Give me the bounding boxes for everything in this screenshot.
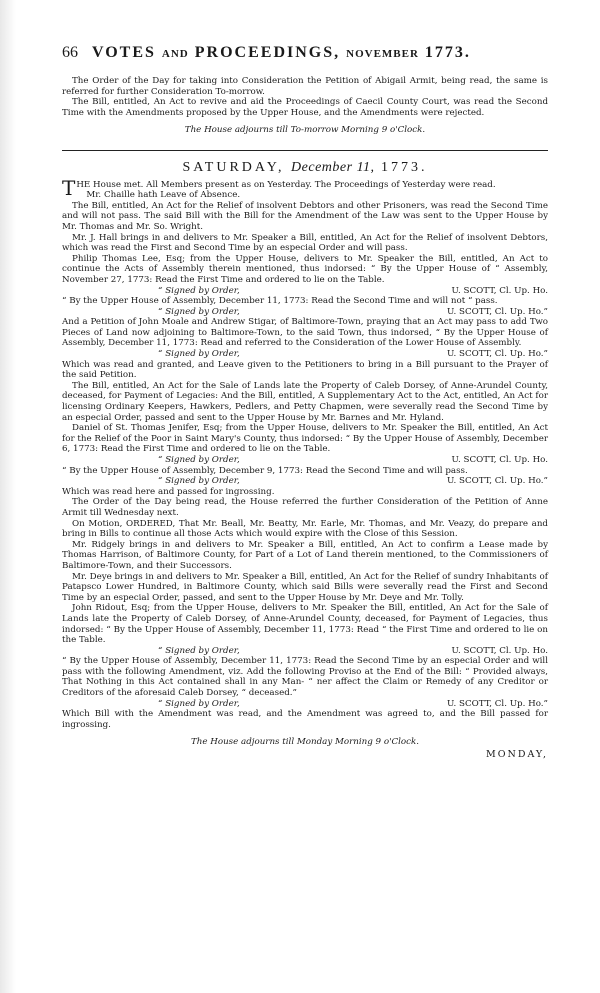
paragraph: The Order of the Day being read, the House referred the further Consideration of the Petition of Anne Armit till Wednesday next. <box>62 497 548 518</box>
paragraph: Mr. Deye brings in and delivers to Mr. Speaker a Bill, entitled, An Act for the Relief of sundry Inhabitants of Patapsco Lower Hundred, in Baltimore County, which said Bills were severally read the First and Second Time by an especial Order, passed, and sent to the Upper House by Mr. Deye and Mr. Tolly. <box>62 571 548 603</box>
paragraph: Which Bill with the Amendment was read, and the Amendment was agreed to, and the Bill passed for ingrossing. <box>62 709 548 730</box>
signature-line <box>62 307 548 318</box>
running-title <box>92 44 471 61</box>
paragraph: The Bill, entitled, An Act to revive and aid the Proceedings of Caecil County Court, was read the Second Time with the Amendments proposed by the Upper House, and the Amendments were rejected. <box>62 97 548 118</box>
document-page <box>62 44 548 761</box>
opening-text: HE House met. All Members present as on Yesterday. The Proceedings of Yesterday were read. <box>76 179 496 190</box>
title-word-proceedings: PROCEEDINGS, <box>194 44 341 61</box>
signature-line <box>62 699 548 710</box>
signature-line <box>62 349 548 360</box>
title-word-and: AND <box>161 48 189 60</box>
paragraph: The Order of the Day for taking into Consideration the Petition of Abigail Armit, being read, the same is referred for further Consideration To-morrow. <box>62 76 548 97</box>
signature-name: U. SCOTT, Cl. Up. Ho.” <box>447 698 548 709</box>
page-header <box>62 44 548 76</box>
paragraph: The Bill, entitled, An Act for the Relief of insolvent Debtors and other Prisoners, was read the Second Time and will not pass. The said Bill with the Bill for the Amendment of the Law was sent to the Upper House by Mr. Thomas and Mr. So. Wright. <box>62 200 548 232</box>
signature-name: U. SCOTT, Cl. Up. Ho.” <box>447 349 548 360</box>
signature-name: U. SCOTT, Cl. Up. Ho. <box>451 455 548 465</box>
paragraph: Philip Thomas Lee, Esq; from the Upper House, delivers to Mr. Speaker the Bill, entitled, An Act to continue the Acts of Assembly therein mentioned, thus indorsed: “ By the Upper House of “ Assembly, November 27, 1773: Read the First Time and ordered to lie on the Table. <box>62 253 548 285</box>
paragraph: The Bill, entitled, An Act for the Sale of Lands late the Property of Caleb Dorsey, of Anne-Arundel County, deceased, for Payment of Legacies: And the Bill, entitled, A Supplementary Act to the Act, entitled, An Act for licensing Ordinary Keepers, Hawkers, Pedlers, and Petty Chapmen, were severally read the Second Time by an especial Order, passed and sent to the Upper House by Mr. Barnes and Mr. Hyland. <box>62 380 548 423</box>
paragraph: On Motion, ORDERED, That Mr. Beall, Mr. Beatty, Mr. Earle, Mr. Thomas, and Mr. Veazy, do prepare and bring in Bills to continue all those Acts which would expire with the Close of this Session. <box>62 518 548 540</box>
signature-label: “ Signed by Order, <box>158 349 240 360</box>
signature-name: U. SCOTT, Cl. Up. Ho. <box>451 285 548 296</box>
paragraph: Which was read here and passed for ingrossing. <box>62 486 275 497</box>
signature-name: U. SCOTT, Cl. Up. Ho.” <box>447 306 548 317</box>
signature-label: “ Signed by Order, <box>158 645 240 656</box>
title-month: NOVEMBER <box>346 48 419 60</box>
paragraph: “ By the Upper House of Assembly, December 11, 1773: Read the Second Time and will not “ pass. <box>62 296 498 307</box>
adjournment-note: The House adjourns till To-morrow Morning 9 o'Clock. <box>184 125 426 136</box>
paragraph: Mr. J. Hall brings in and delivers to Mr. Speaker a Bill, entitled, An Act for the Relief of insolvent Debtors, which was read the First and Second Time by an especial Order and will pass. <box>62 232 548 254</box>
day-year: 1773. <box>381 159 428 175</box>
signature-label: “ Signed by Order, <box>158 306 240 317</box>
day-date: December 11, <box>291 159 375 175</box>
signature-name: U. SCOTT, Cl. Up. Ho. <box>451 645 548 656</box>
page-number: 66 <box>62 44 78 61</box>
drop-cap: T <box>62 175 76 200</box>
adjournment-note: The House adjourns till Monday Morning 9 o'Clock. <box>190 737 420 748</box>
signature-label: “ Signed by Order, <box>158 285 240 296</box>
page-edge-shadow <box>0 0 16 993</box>
signature-line <box>62 476 548 487</box>
title-word-votes: VOTES <box>92 44 156 61</box>
title-year: 1773. <box>424 44 471 61</box>
signature-line <box>62 286 548 297</box>
day-name: SATURDAY, <box>182 159 285 175</box>
paragraph: “ By the Upper House of Assembly, December 9, 1773: Read the Second Time and will pass. <box>62 465 468 476</box>
paragraph: Which was read and granted, and Leave given to the Petitioners to bring in a Bill pursuant to the Prayer of the said Petition. <box>62 359 548 381</box>
signature-line <box>62 646 548 657</box>
signature-label: “ Signed by Order, <box>158 698 240 709</box>
paragraph: Daniel of St. Thomas Jenifer, Esq; from the Upper House, delivers to Mr. Speaker the Bill, entitled, An Act for the Relief of the Poor in Saint Mary's County, thus indorsed: “ By the Upper House of Assembly, December 6, 1773: Read the First Time and ordered to lie on the Table. <box>62 423 548 455</box>
paragraph: And a Petition of John Moale and Andrew Stigar, of Baltimore-Town, praying that an Act may pass to add Two Pieces of Land now adjoining to Baltimore-Town, to the said Town, thus indorsed, “ By the Upper House of Assembly, December 11, 1773: Read and referred to the Consideration of the Lower House of Assembly. <box>62 317 548 349</box>
day-heading <box>62 159 548 175</box>
catchword: MONDAY, <box>486 749 548 761</box>
signature-label: “ Signed by Order, <box>158 476 240 487</box>
signature-line <box>62 455 548 466</box>
paragraph: “ By the Upper House of Assembly, December 11, 1773: Read the Second Time by an especial Order and will pass with the following Amendment, viz. Add the following Proviso at the End of the Bill: “ Provided always, That Nothing in this Act contained shall in any Man- “ ner affect the Claim or Remedy of any Creditor or Creditors of the aforesaid Caleb Dorsey, “ deceased.” <box>62 656 548 699</box>
signature-name: U. SCOTT, Cl. Up. Ho.” <box>447 476 548 487</box>
paragraph: John Ridout, Esq; from the Upper House, delivers to Mr. Speaker the Bill, entitled, An Act for the Sale of Lands late the Property of Caleb Dorsey, of Anne-Arundel County, deceased, for Payment of Legacies, thus indorsed: “ By the Upper House of Assembly, December 11, 1773: Read “ the First Time and ordered to lie on the Table. <box>62 603 548 646</box>
section-divider <box>62 150 548 151</box>
paragraph: Mr. Ridgely brings in and delivers to Mr. Speaker a Bill, entitled, An Act to confirm a Lease made by Thomas Harrison, of Baltimore County, for Part of a Lot of Land therein mentioned, to the Commissioners of Baltimore-Town, and their Successors. <box>62 539 548 571</box>
signature-label: “ Signed by Order, <box>158 455 240 465</box>
paragraph: Mr. Chaille hath Leave of Absence. <box>86 190 241 201</box>
